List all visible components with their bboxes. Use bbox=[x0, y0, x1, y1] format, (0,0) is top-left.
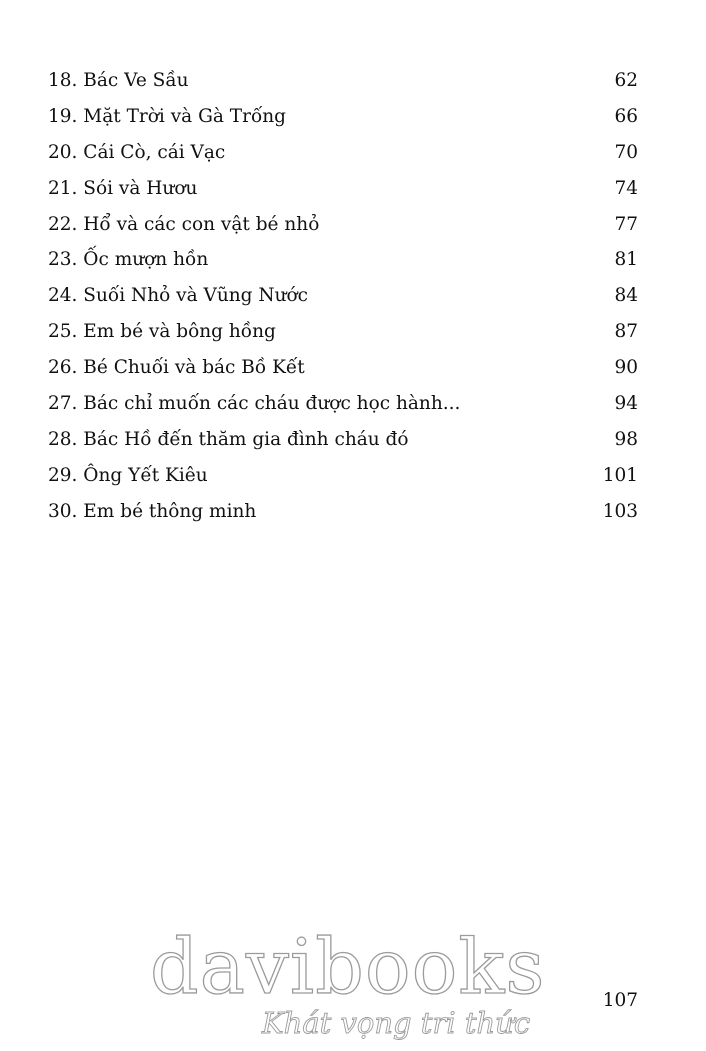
toc-entry bbox=[48, 207, 638, 243]
toc-entry bbox=[48, 99, 638, 135]
toc-entry-page: 87 bbox=[614, 321, 638, 343]
toc-entry-page: 94 bbox=[614, 393, 638, 415]
table-of-contents bbox=[48, 63, 638, 530]
toc-entry-page: 70 bbox=[614, 141, 638, 163]
toc-entry-page: 98 bbox=[614, 428, 638, 450]
toc-entry-title: 18. Bác Ve Sầu bbox=[48, 70, 189, 91]
toc-entry-page: 77 bbox=[614, 213, 638, 235]
toc-entry-page: 103 bbox=[602, 500, 638, 522]
watermark bbox=[150, 922, 550, 1042]
toc-entry-title: 20. Cái Cò, cái Vạc bbox=[48, 141, 226, 163]
watermark-tagline: Khát vọng tri thức bbox=[262, 1006, 531, 1040]
toc-entry-title: 24. Suối Nhỏ và Vũng Nước bbox=[48, 285, 309, 307]
toc-entry-page: 84 bbox=[614, 285, 638, 307]
toc-entry-page: 74 bbox=[614, 177, 638, 199]
toc-entry-title: 19. Mặt Trời và Gà Trống bbox=[48, 105, 287, 127]
toc-entry-title: 25. Em bé và bông hồng bbox=[48, 321, 276, 343]
toc-entry-title: 23. Ốc mượn hồn bbox=[48, 249, 209, 271]
toc-entry bbox=[48, 350, 638, 386]
toc-entry bbox=[48, 458, 638, 494]
toc-entry-title: 27. Bác chỉ muốn các cháu được học hành... bbox=[48, 393, 461, 415]
page-number: 107 bbox=[602, 990, 638, 1011]
toc-entry bbox=[48, 278, 638, 314]
toc-entry-page: 81 bbox=[614, 249, 638, 271]
toc-entry-title: 30. Em bé thông minh bbox=[48, 500, 257, 522]
watermark-brand: davibooks bbox=[150, 922, 546, 1011]
toc-entry-page: 90 bbox=[614, 357, 638, 379]
toc-entry-page: 66 bbox=[614, 105, 638, 127]
toc-entry bbox=[48, 422, 638, 458]
toc-entry-page: 62 bbox=[614, 70, 638, 91]
toc-entry-title: 29. Ông Yết Kiêu bbox=[48, 464, 208, 486]
toc-entry bbox=[48, 63, 638, 99]
toc-entry bbox=[48, 242, 638, 278]
toc-entry bbox=[48, 314, 638, 350]
toc-entry bbox=[48, 386, 638, 422]
toc-entry-title: 22. Hổ và các con vật bé nhỏ bbox=[48, 213, 320, 235]
toc-entry bbox=[48, 494, 638, 530]
toc-entry bbox=[48, 171, 638, 207]
toc-entry-title: 26. Bé Chuối và bác Bồ Kết bbox=[48, 357, 305, 379]
toc-entry-page: 101 bbox=[602, 464, 638, 486]
toc-entry-title: 28. Bác Hồ đến thăm gia đình cháu đó bbox=[48, 428, 409, 450]
toc-entry-title: 21. Sói và Hươu bbox=[48, 177, 198, 199]
toc-entry bbox=[48, 135, 638, 171]
